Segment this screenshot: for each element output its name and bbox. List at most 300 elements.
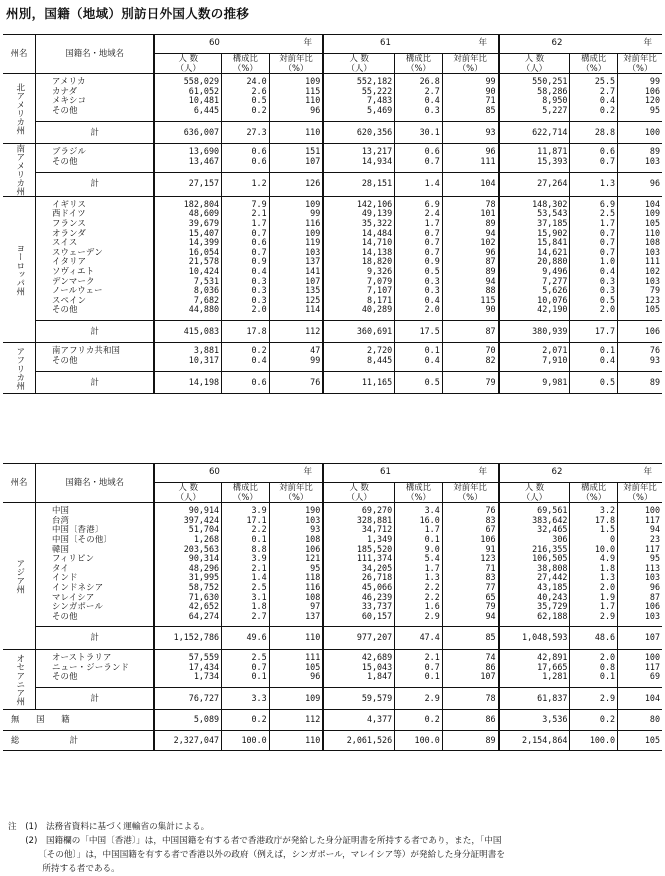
- value-cell: 0.3: [395, 286, 443, 296]
- value-cell: 135: [269, 286, 323, 296]
- value-cell: 17.8: [570, 516, 618, 526]
- value-cell: 558,029: [154, 74, 221, 87]
- value-cell: 0.9: [222, 257, 270, 267]
- kosei-header: 構成比 （%）: [570, 483, 618, 503]
- state-name: [3, 649, 35, 709]
- subtotal-value: 17.7: [570, 320, 618, 343]
- value-cell: 109: [269, 196, 323, 209]
- value-cell: 65: [442, 593, 498, 603]
- value-cell: 0.7: [395, 238, 443, 248]
- value-cell: 14,484: [323, 229, 394, 239]
- value-cell: 1.6: [395, 602, 443, 612]
- value-cell: 107: [442, 672, 498, 687]
- subtotal-label: 計: [35, 173, 154, 196]
- value-cell: 99: [618, 74, 662, 87]
- table-row: [3, 248, 662, 258]
- value-cell: 107: [269, 277, 323, 287]
- note-line: 所持する者である。: [8, 864, 120, 874]
- stateless-row-value: 80: [618, 710, 662, 731]
- value-cell: 8,950: [499, 96, 570, 106]
- subtotal-value: 87: [442, 320, 498, 343]
- ninzu-header: 人 数 （人）: [323, 483, 394, 503]
- value-cell: 99: [442, 74, 498, 87]
- value-cell: 103: [618, 248, 662, 258]
- subtotal-value: 620,356: [323, 121, 394, 144]
- subtotal-value: 9,981: [499, 371, 570, 394]
- value-cell: 111: [618, 257, 662, 267]
- state-header: 州名: [10, 48, 28, 59]
- subtotal-value: 1.2: [222, 173, 270, 196]
- value-cell: 8,445: [323, 356, 394, 371]
- value-cell: 1.7: [570, 602, 618, 612]
- value-cell: 151: [269, 144, 323, 158]
- value-cell: 141: [269, 267, 323, 277]
- subtotal-value: 93: [442, 121, 498, 144]
- value-cell: 47: [269, 343, 323, 356]
- value-cell: 9,496: [499, 267, 570, 277]
- value-cell: 106,505: [499, 554, 570, 564]
- kosei-header: 構成比 （%）: [395, 483, 443, 503]
- note-line: 〔その他〕」は，中国国籍を有する者で香港以外の政府（例えば，シンガポール，マレイシア等）が発給した身分証明書を: [8, 850, 505, 860]
- ninzu-header: 人 数 （人）: [323, 54, 394, 74]
- country-name: インド: [35, 573, 154, 583]
- value-cell: 111: [269, 649, 323, 662]
- value-cell: 397,424: [154, 516, 221, 526]
- table-row: [3, 343, 662, 356]
- value-cell: 13,690: [154, 144, 221, 158]
- zennen-header: 対前年比 （%）: [269, 483, 323, 503]
- subtotal-value: 47.4: [395, 627, 443, 650]
- value-cell: 2.0: [222, 305, 270, 320]
- subtotal-value: 27,264: [499, 173, 570, 196]
- value-cell: 123: [442, 554, 498, 564]
- value-cell: 0.4: [570, 96, 618, 106]
- grand-total-row-value: 2,327,047: [154, 730, 221, 751]
- value-cell: 25.5: [570, 74, 618, 87]
- value-cell: 115: [442, 296, 498, 306]
- value-cell: 20,880: [499, 257, 570, 267]
- subtotal-value: 17.5: [395, 320, 443, 343]
- country-header: 国籍名・地域名: [35, 35, 154, 74]
- value-cell: 14,934: [323, 157, 394, 173]
- value-cell: 182,804: [154, 196, 221, 209]
- value-cell: 0.1: [395, 343, 443, 356]
- value-cell: 78: [442, 196, 498, 209]
- value-cell: 2.5: [570, 209, 618, 219]
- value-cell: 2.5: [222, 583, 270, 593]
- subtotal-value: 622,714: [499, 121, 570, 144]
- value-cell: 103: [618, 277, 662, 287]
- value-cell: 76: [618, 343, 662, 356]
- year-suffix: 年: [478, 38, 488, 48]
- state-header: 州名: [10, 477, 28, 488]
- value-cell: 1,847: [323, 672, 394, 687]
- country-name: フィリピン: [35, 554, 154, 564]
- subtotal-value: 27.3: [222, 121, 270, 144]
- value-cell: 45,066: [323, 583, 394, 593]
- value-cell: 9,326: [323, 267, 394, 277]
- kosei-header: 構成比 （%）: [395, 54, 443, 74]
- value-cell: 109: [269, 74, 323, 87]
- value-cell: 90,914: [154, 503, 221, 516]
- value-cell: 117: [618, 545, 662, 555]
- value-cell: 55,222: [323, 87, 394, 97]
- country-name: スペイン: [35, 296, 154, 306]
- value-cell: 106: [442, 535, 498, 545]
- value-cell: 0.3: [570, 286, 618, 296]
- value-cell: 85: [442, 106, 498, 121]
- value-cell: 120: [618, 96, 662, 106]
- table-row: [3, 516, 662, 526]
- value-cell: 1.7: [395, 525, 443, 535]
- visitor-table-part2: [3, 463, 662, 751]
- year-header: [154, 35, 323, 54]
- value-cell: 42,652: [154, 602, 221, 612]
- value-cell: 97: [269, 602, 323, 612]
- state-label: ヨーロッパ州: [14, 243, 25, 296]
- value-cell: 42,190: [499, 305, 570, 320]
- value-cell: 71,630: [154, 593, 221, 603]
- subtotal-row: [3, 173, 662, 196]
- value-cell: 203,563: [154, 545, 221, 555]
- state-label: アフリカ州: [14, 346, 25, 390]
- value-cell: 2.9: [395, 612, 443, 627]
- value-cell: 7,531: [154, 277, 221, 287]
- subtotal-value: 85: [442, 627, 498, 650]
- kosei-header: 構成比 （%）: [570, 54, 618, 74]
- country-name: オーストラリア: [35, 649, 154, 662]
- country-name: その他: [35, 356, 154, 371]
- value-cell: 2.6: [222, 87, 270, 97]
- country-name: ノールウェー: [35, 286, 154, 296]
- subtotal-value: 0.6: [222, 371, 270, 394]
- value-cell: 1,281: [499, 672, 570, 687]
- table-row: [3, 229, 662, 239]
- value-cell: 71: [442, 564, 498, 574]
- country-name: 韓国: [35, 545, 154, 555]
- value-cell: 0.7: [570, 238, 618, 248]
- value-cell: 96: [442, 248, 498, 258]
- subtotal-value: 126: [269, 173, 323, 196]
- page-title: 州別，国籍（地域）別訪日外国人数の推移: [6, 6, 250, 21]
- subtotal-value: 28.8: [570, 121, 618, 144]
- grand-total-row-value: 2,061,526: [323, 730, 394, 751]
- table-row: [3, 286, 662, 296]
- value-cell: 17,434: [154, 663, 221, 673]
- value-cell: 57,559: [154, 649, 221, 662]
- value-cell: 106: [618, 602, 662, 612]
- stateless-row-value: 5,089: [154, 710, 221, 731]
- state-label: アジア州: [14, 558, 25, 594]
- subtotal-value: 28,151: [323, 173, 394, 196]
- state-name: [3, 343, 35, 394]
- kosei-header: 構成比 （%）: [222, 483, 270, 503]
- country-name: その他: [35, 157, 154, 173]
- subtotal-value: 360,691: [323, 320, 394, 343]
- table-row: [3, 672, 662, 687]
- value-cell: 113: [618, 564, 662, 574]
- table-row: [3, 545, 662, 555]
- value-cell: 42,689: [323, 649, 394, 662]
- table-row: [3, 573, 662, 583]
- value-cell: 49,139: [323, 209, 394, 219]
- value-cell: 101: [442, 209, 498, 219]
- value-cell: 119: [269, 238, 323, 248]
- value-cell: 106: [618, 87, 662, 97]
- value-cell: 71: [442, 96, 498, 106]
- value-cell: 3.1: [222, 593, 270, 603]
- value-cell: 58,286: [499, 87, 570, 97]
- table-row: [3, 554, 662, 564]
- table-row: [3, 219, 662, 229]
- grand-total-row-value: 105: [618, 730, 662, 751]
- value-cell: 76: [442, 503, 498, 516]
- stateless-row-value: 0.2: [570, 710, 618, 731]
- value-cell: 87: [442, 257, 498, 267]
- table-row: [3, 663, 662, 673]
- value-cell: 137: [269, 612, 323, 627]
- value-cell: 26.8: [395, 74, 443, 87]
- ninzu-header: 人 数 （人）: [154, 483, 221, 503]
- year-suffix: 年: [643, 467, 653, 477]
- value-cell: 100: [618, 649, 662, 662]
- stateless-row-value: 0.2: [395, 710, 443, 731]
- value-cell: 123: [618, 296, 662, 306]
- value-cell: 9.0: [395, 545, 443, 555]
- value-cell: 14,399: [154, 238, 221, 248]
- subtotal-value: 1.3: [570, 173, 618, 196]
- zennen-header: 対前年比 （%）: [442, 54, 498, 74]
- table-row: [3, 106, 662, 121]
- value-cell: 0: [570, 535, 618, 545]
- value-cell: 103: [269, 248, 323, 258]
- value-cell: 95: [618, 106, 662, 121]
- value-cell: 44,880: [154, 305, 221, 320]
- value-cell: 103: [618, 573, 662, 583]
- subtotal-value: 1.4: [395, 173, 443, 196]
- subtotal-value: 3.3: [222, 687, 270, 710]
- table-row: [3, 74, 662, 87]
- zennen-header: 対前年比 （%）: [269, 54, 323, 74]
- year-number: 60: [208, 38, 220, 48]
- value-cell: 2,071: [499, 343, 570, 356]
- subtotal-value: 78: [442, 687, 498, 710]
- country-name: カナダ: [35, 87, 154, 97]
- value-cell: 0.9: [395, 257, 443, 267]
- value-cell: 89: [442, 267, 498, 277]
- subtotal-label: 計: [35, 371, 154, 394]
- country-name: その他: [35, 106, 154, 121]
- value-cell: 15,043: [323, 663, 394, 673]
- subtotal-value: 112: [269, 320, 323, 343]
- value-cell: 5,227: [499, 106, 570, 121]
- value-cell: 79: [618, 286, 662, 296]
- year-suffix: 年: [478, 467, 488, 477]
- table-row: [3, 305, 662, 320]
- year-suffix: 年: [643, 38, 653, 48]
- value-cell: 121: [269, 554, 323, 564]
- value-cell: 0.2: [222, 106, 270, 121]
- table-row: [3, 277, 662, 287]
- value-cell: 102: [442, 238, 498, 248]
- value-cell: 8.8: [222, 545, 270, 555]
- value-cell: 16.0: [395, 516, 443, 526]
- table-row: [3, 612, 662, 627]
- value-cell: 107: [269, 157, 323, 173]
- value-cell: 0.1: [570, 672, 618, 687]
- value-cell: 7,483: [323, 96, 394, 106]
- value-cell: 17.1: [222, 516, 270, 526]
- kosei-header: 構成比 （%）: [222, 54, 270, 74]
- value-cell: 87: [618, 593, 662, 603]
- value-cell: 108: [618, 238, 662, 248]
- value-cell: 82: [442, 356, 498, 371]
- value-cell: 61,052: [154, 87, 221, 97]
- value-cell: 2.2: [395, 593, 443, 603]
- value-cell: 2.1: [222, 564, 270, 574]
- country-name: 中国: [35, 503, 154, 516]
- value-cell: 0.5: [222, 96, 270, 106]
- visitor-table-part1: [3, 34, 662, 394]
- subtotal-row: [3, 320, 662, 343]
- value-cell: 8,171: [323, 296, 394, 306]
- subtotal-value: 106: [618, 320, 662, 343]
- value-cell: 11,871: [499, 144, 570, 158]
- subtotal-value: 76,727: [154, 687, 221, 710]
- value-cell: 2.2: [222, 525, 270, 535]
- grand-total-row-value: 100.0: [395, 730, 443, 751]
- value-cell: 79: [442, 602, 498, 612]
- value-cell: 17,665: [499, 663, 570, 673]
- country-name: アメリカ: [35, 74, 154, 87]
- country-name: ニュー・ジーランド: [35, 663, 154, 673]
- state-label: 南アメリカ州: [14, 144, 25, 196]
- value-cell: 42,891: [499, 649, 570, 662]
- country-name: デンマーク: [35, 277, 154, 287]
- value-cell: 3.9: [222, 503, 270, 516]
- value-cell: 0.6: [395, 144, 443, 158]
- table-row: [3, 157, 662, 173]
- header-year-row: [3, 35, 662, 54]
- value-cell: 96: [269, 672, 323, 687]
- year-number: 61: [380, 467, 391, 477]
- grand-total-row-value: 100.0: [222, 730, 270, 751]
- value-cell: 6.9: [570, 196, 618, 209]
- state-label: 北アメリカ州: [14, 82, 25, 135]
- country-name: その他: [35, 612, 154, 627]
- value-cell: 48,296: [154, 564, 221, 574]
- value-cell: 110: [618, 229, 662, 239]
- value-cell: 8,036: [154, 286, 221, 296]
- value-cell: 0.3: [570, 277, 618, 287]
- subtotal-value: 109: [269, 687, 323, 710]
- year-number: 62: [551, 467, 563, 477]
- state-label: オセアニア州: [14, 653, 25, 706]
- value-cell: 0.4: [395, 296, 443, 306]
- subtotal-value: 1,048,593: [499, 627, 570, 650]
- subtotal-value: 0.5: [570, 371, 618, 394]
- stateless-row-value: 3,536: [499, 710, 570, 731]
- value-cell: 383,642: [499, 516, 570, 526]
- value-cell: 0.2: [570, 106, 618, 121]
- value-cell: 552,182: [323, 74, 394, 87]
- value-cell: 1.3: [395, 573, 443, 583]
- value-cell: 1.5: [570, 525, 618, 535]
- value-cell: 0.5: [395, 267, 443, 277]
- ninzu-header: 人 数 （人）: [499, 483, 570, 503]
- value-cell: 0.4: [395, 356, 443, 371]
- value-cell: 46,239: [323, 593, 394, 603]
- subtotal-value: 14,198: [154, 371, 221, 394]
- value-cell: 328,881: [323, 516, 394, 526]
- subtotal-value: 107: [618, 627, 662, 650]
- value-cell: 137: [269, 257, 323, 267]
- value-cell: 15,407: [154, 229, 221, 239]
- value-cell: 7,277: [499, 277, 570, 287]
- country-name: ブラジル: [35, 144, 154, 158]
- value-cell: 2.0: [570, 583, 618, 593]
- footnotes: [8, 820, 658, 876]
- value-cell: 0.4: [570, 267, 618, 277]
- value-cell: 35,322: [323, 219, 394, 229]
- value-cell: 93: [269, 525, 323, 535]
- value-cell: 83: [442, 573, 498, 583]
- subtotal-value: 104: [618, 687, 662, 710]
- subtotal-value: 27,157: [154, 173, 221, 196]
- value-cell: 0.7: [395, 663, 443, 673]
- value-cell: 77: [442, 583, 498, 593]
- country-name: イギリス: [35, 196, 154, 209]
- value-cell: 16,054: [154, 248, 221, 258]
- value-cell: 148,302: [499, 196, 570, 209]
- value-cell: 103: [618, 157, 662, 173]
- value-cell: 96: [618, 583, 662, 593]
- value-cell: 0.3: [222, 286, 270, 296]
- value-cell: 0.7: [570, 157, 618, 173]
- table-row: [3, 525, 662, 535]
- state-name: [3, 74, 35, 144]
- value-cell: 105: [618, 219, 662, 229]
- value-cell: 3.2: [570, 503, 618, 516]
- value-cell: 38,808: [499, 564, 570, 574]
- table-row: [3, 564, 662, 574]
- value-cell: 216,355: [499, 545, 570, 555]
- value-cell: 83: [442, 516, 498, 526]
- value-cell: 104: [618, 196, 662, 209]
- value-cell: 64,274: [154, 612, 221, 627]
- value-cell: 51,704: [154, 525, 221, 535]
- value-cell: 23: [618, 535, 662, 545]
- value-cell: 0.2: [222, 343, 270, 356]
- country-name: 南アフリカ共和国: [35, 343, 154, 356]
- table-row: [3, 356, 662, 371]
- value-cell: 27,442: [499, 573, 570, 583]
- value-cell: 43,185: [499, 583, 570, 593]
- value-cell: 21,578: [154, 257, 221, 267]
- country-name: インドネシア: [35, 583, 154, 593]
- subtotal-value: 2.9: [570, 687, 618, 710]
- value-cell: 0.1: [222, 535, 270, 545]
- table-row: [3, 196, 662, 209]
- country-name: オランダ: [35, 229, 154, 239]
- value-cell: 95: [618, 554, 662, 564]
- value-cell: 6.9: [395, 196, 443, 209]
- value-cell: 3.9: [222, 554, 270, 564]
- value-cell: 0.7: [222, 663, 270, 673]
- value-cell: 10,481: [154, 96, 221, 106]
- value-cell: 94: [442, 277, 498, 287]
- value-cell: 24.0: [222, 74, 270, 87]
